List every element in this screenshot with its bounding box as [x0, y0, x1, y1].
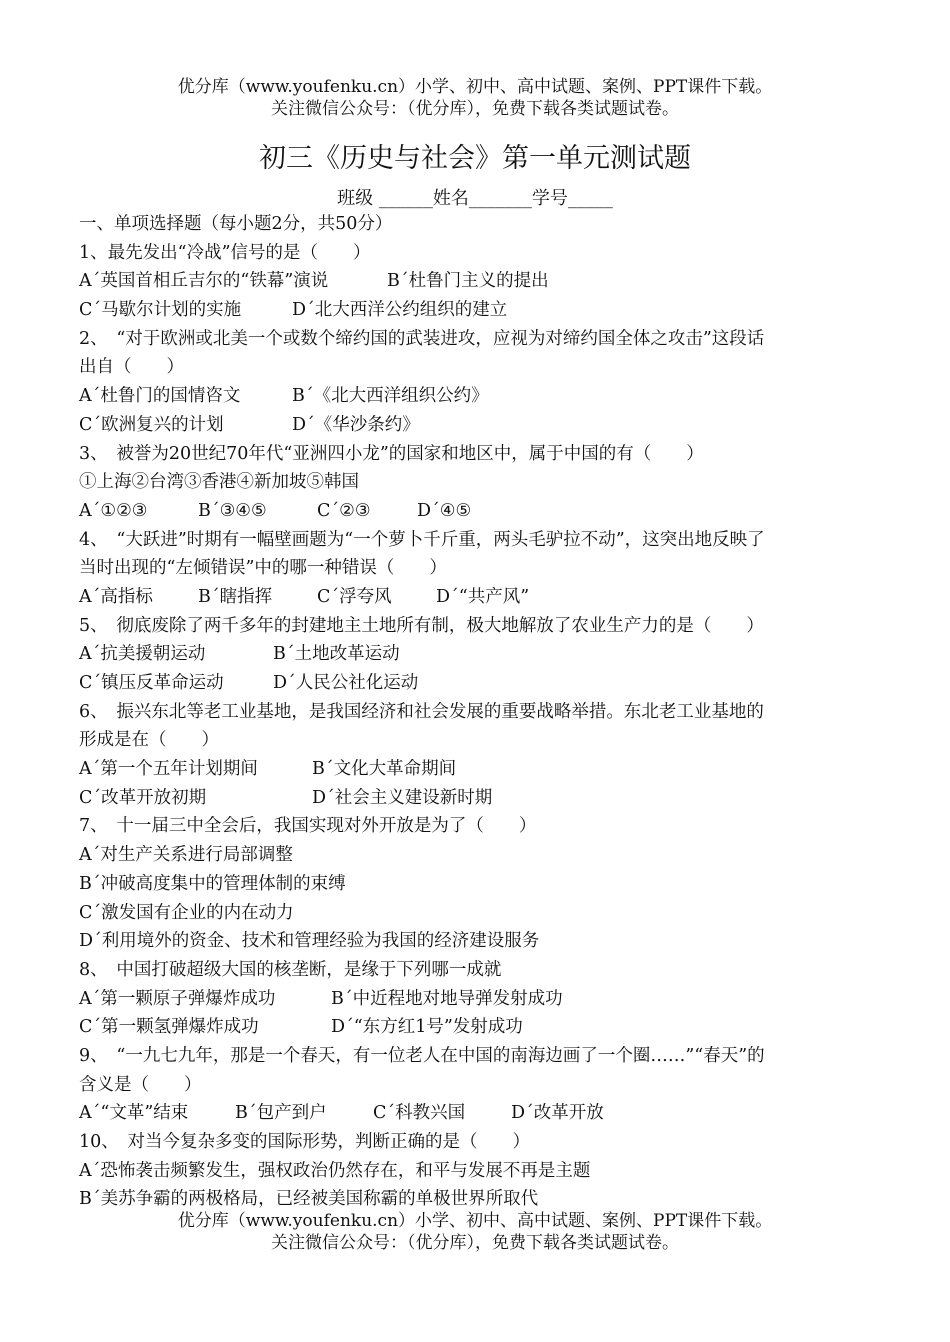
question-4-line-2: 当时出现的“左倾错误”中的哪一种错误（ ） [79, 558, 447, 579]
option-c: Cˊ欧洲复兴的计划 [79, 414, 224, 435]
option-d: Dˊ社会主义建设新时期 [312, 787, 493, 808]
question-5-options-ab [79, 640, 839, 669]
option-a: Aˊ①②③ [79, 500, 148, 521]
option-b: Bˊ土地改革运动 [273, 644, 400, 665]
option-c: Cˊ镇压反革命运动 [79, 673, 224, 693]
question-4-line-1: 4、 “大跃进”时期有一幅壁画题为“一个萝卜千斤重，两头毛驴拉不动”，这突出地反映了 [79, 529, 765, 550]
option-a: Aˊ“文革”结束 [79, 1103, 189, 1124]
question-6-options-ab [79, 755, 839, 784]
header [0, 76, 950, 120]
question-5-options-cd [79, 669, 839, 698]
option-a: Aˊ抗美援朝运动 [79, 644, 206, 665]
option-a: Aˊ对生产关系进行局部调整 [79, 845, 293, 866]
question-7: 7、 十一届三中全会后，我国实现对外开放是为了（ ） [79, 816, 537, 837]
question-1-options-cd [79, 296, 839, 325]
option-b: Bˊ杜鲁门主义的提出 [387, 271, 549, 292]
option-a: Aˊ杜鲁门的国情咨文 [79, 386, 241, 407]
student-info-line: 班级 ______姓名_______学号_____ [337, 188, 613, 209]
option-d: Dˊ改革开放 [511, 1103, 604, 1124]
option-b: Bˊ美苏争霸的两极格局，已经被美国称霸的单极世界所取代 [79, 1189, 539, 1210]
question-9-options [79, 1099, 839, 1128]
question-3-line-1: 3、 被誉为20世纪70年代“亚洲四小龙”的国家和地区中，属于中国的有（ ） [79, 443, 704, 464]
question-6-line-2: 形成是在（ ） [79, 730, 219, 751]
option-c: Cˊ浮夸风 [317, 586, 392, 607]
option-c: Cˊ第一颗氢弹爆炸成功 [79, 1017, 259, 1038]
question-2-line-2: 出自（ ） [79, 357, 184, 378]
question-1: 1、最先发出“冷战”信号的是（ ） [79, 242, 371, 263]
question-2-line-1: 2、 “对于欧洲或北美一个或数个缔约国的武装进攻，应视为对缔约国全体之攻击”这段话 [79, 328, 765, 349]
question-9-line-2: 含义是（ ） [79, 1074, 202, 1095]
option-b: Bˊ中近程地对地导弹发射成功 [331, 988, 563, 1009]
option-a: Aˊ英国首相丘吉尔的“铁幕”演说 [79, 271, 329, 292]
question-3-line-2: ①上海②台湾③香港④新加坡⑤韩国 [79, 472, 359, 493]
question-9-line-1: 9、 “一九七九年，那是一个春天，有一位老人在中国的南海边画了一个圈……”“春天”的 [79, 1045, 765, 1066]
header-line-1: 优分库（www.youfenku.cn）小学、初中、高中试题、案例、PPT课件下载。 [177, 77, 773, 97]
option-a: Aˊ高指标 [79, 586, 153, 607]
question-1-options-ab [79, 267, 839, 296]
section-heading: 一、单项选择题（每小题2分，共50分） [79, 214, 393, 234]
footer-line-2: 关注微信公众号：（优分库），免费下载各类试题试卷。 [271, 1233, 679, 1253]
option-d: Dˊ利用境外的资金、技术和管理经验为我国的经济建设服务 [79, 931, 540, 952]
option-d: Dˊ《华沙条约》 [292, 414, 420, 435]
question-6-line-1: 6、 振兴东北等老工业基地，是我国经济和社会发展的重要战略举措。东北老工业基地的 [79, 701, 764, 722]
option-a: Aˊ恐怖袭击频繁发生，强权政治仍然存在，和平与发展不再是主题 [79, 1160, 591, 1181]
question-10: 10、 对当今复杂多变的国际形势，判断正确的是（ ） [79, 1132, 531, 1152]
option-a: Aˊ第一个五年计划期间 [79, 759, 258, 780]
question-8-options-cd [79, 1013, 839, 1042]
question-4-options [79, 583, 839, 612]
option-c: Cˊ改革开放初期 [79, 787, 207, 808]
footer [0, 1210, 950, 1254]
option-b: Bˊ包产到户 [235, 1103, 327, 1124]
option-d: Dˊ“东方红1号”发射成功 [331, 1017, 523, 1038]
option-d: Dˊ北大西洋公约组织的建立 [292, 300, 508, 321]
footer-line-1: 优分库（www.youfenku.cn）小学、初中、高中试题、案例、PPT课件下载。 [177, 1211, 773, 1231]
option-d: Dˊ④⑤ [417, 500, 472, 521]
option-c: Cˊ激发国有企业的内在动力 [79, 902, 294, 923]
option-b: Bˊ冲破高度集中的管理体制的束缚 [79, 873, 346, 894]
option-b: Bˊ文化大革命期间 [312, 759, 457, 780]
option-d: Dˊ人民公社化运动 [273, 673, 419, 693]
option-b: Bˊ《北大西洋组织公约》 [292, 386, 489, 407]
question-6-options-cd [79, 784, 839, 813]
question-8-options-ab [79, 985, 839, 1014]
question-3-options [79, 497, 839, 526]
option-c: Cˊ马歇尔计划的实施 [79, 300, 242, 321]
option-c: Cˊ②③ [317, 500, 371, 521]
option-b: Bˊ③④⑤ [198, 500, 267, 521]
option-d: Dˊ“共产风” [436, 586, 530, 607]
option-c: Cˊ科教兴国 [373, 1103, 466, 1124]
question-list [79, 210, 839, 1214]
question-2-options-cd [79, 411, 839, 440]
option-a: Aˊ第一颗原子弹爆炸成功 [79, 988, 276, 1009]
question-2-options-ab [79, 382, 839, 411]
option-b: Bˊ瞎指挥 [198, 586, 273, 607]
question-8: 8、 中国打破超级大国的核垄断，是缘于下列哪一成就 [79, 959, 502, 980]
header-line-2: 关注微信公众号：（优分库），免费下载各类试题试卷。 [271, 99, 679, 119]
question-5: 5、 彻底废除了两千多年的封建地主土地所有制，极大地解放了农业生产力的是（ ） [79, 615, 764, 636]
page-title: 初三《历史与社会》第一单元测试题 [259, 143, 691, 174]
